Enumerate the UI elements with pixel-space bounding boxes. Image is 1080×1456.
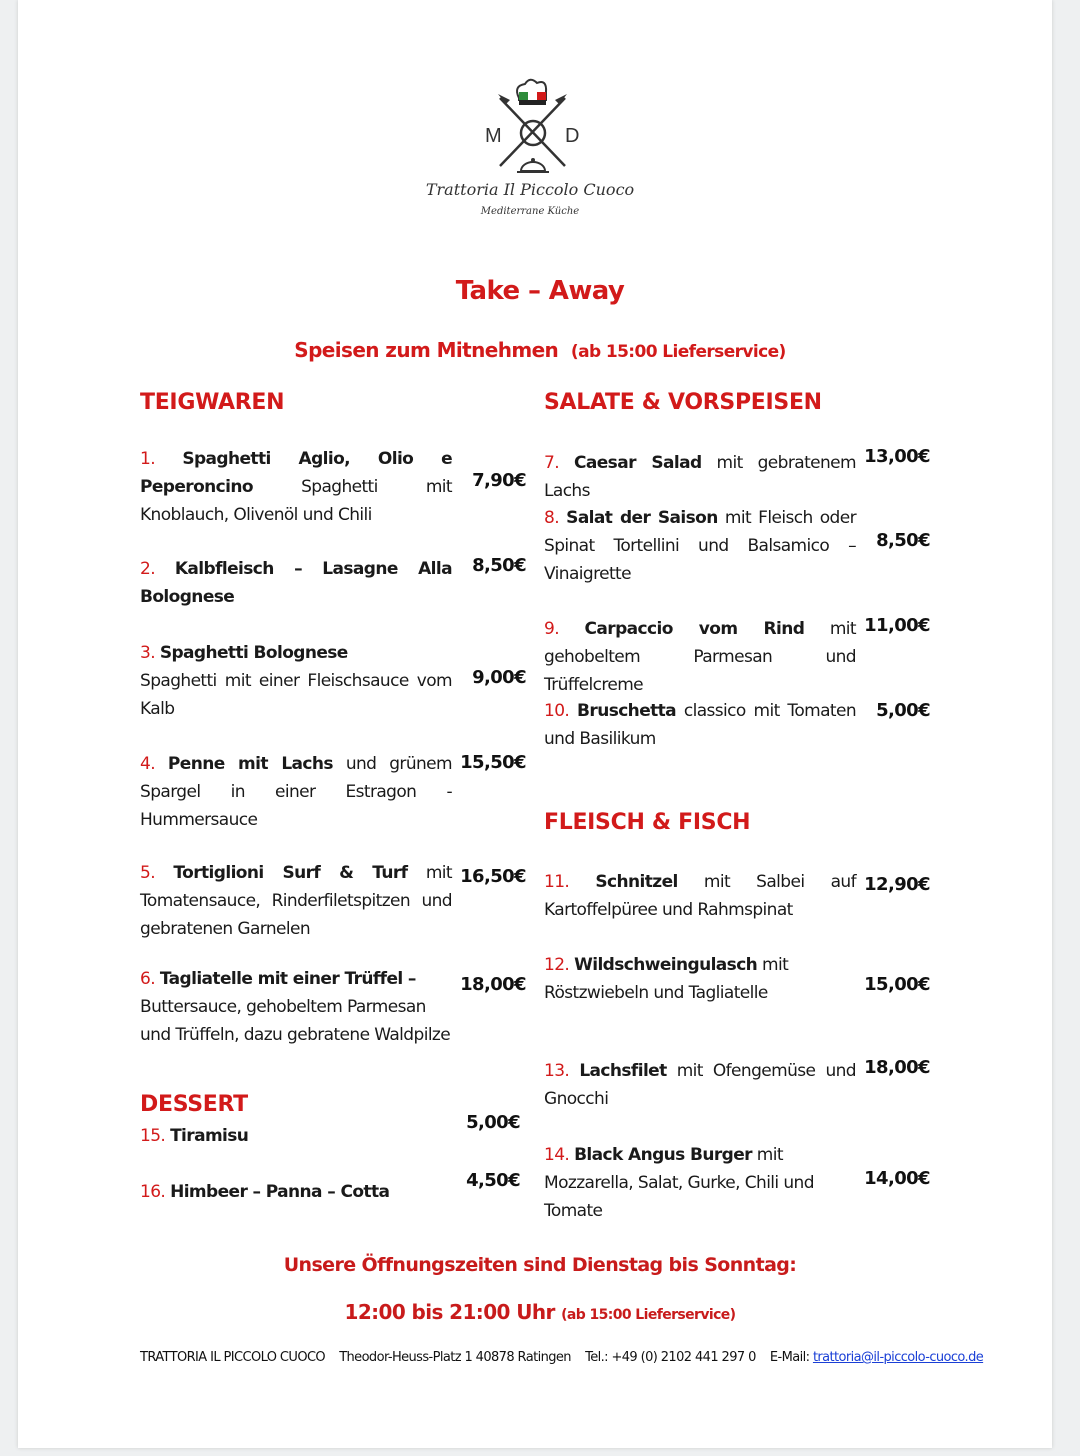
item-number: 13. <box>544 1061 570 1081</box>
section-dessert: DESSERT <box>140 1092 248 1117</box>
menu-item-16 <box>140 1178 440 1206</box>
item-name: Bruschetta <box>577 701 677 721</box>
menu-item-12 <box>544 951 856 1007</box>
logo-initial-left: M <box>485 125 502 147</box>
chef-knives-icon <box>395 78 665 188</box>
item-desc: mit Tomatensauce, Rinderfiletspitzen und gebratenen Garnelen <box>140 863 452 939</box>
item-number: 8. <box>544 508 560 528</box>
section-salate: SALATE & VORSPEISEN <box>544 390 822 415</box>
item-name: Schnitzel <box>595 872 678 892</box>
item-number: 15. <box>140 1126 166 1146</box>
item-number: 4. <box>140 754 156 774</box>
item-name: Lachsfilet <box>579 1061 667 1081</box>
item-desc: und grünem Spargel in einer Estragon - Hummersauce <box>140 754 452 830</box>
menu-item-1 <box>140 445 452 529</box>
opening-hours-heading: Unsere Öffnungszeiten sind Dienstag bis Sonntag: <box>283 1254 797 1276</box>
menu-item-9 <box>544 615 856 699</box>
item-number: 6. <box>140 969 156 989</box>
restaurant-logo <box>395 78 665 248</box>
item-price-7: 13,00€ <box>864 446 930 467</box>
item-number: 16. <box>140 1182 166 1202</box>
item-price-3: 9,00€ <box>472 667 526 688</box>
item-desc: Spaghetti mit einer Fleischsauce vom Kalb <box>140 671 452 719</box>
menu-item-7 <box>544 449 856 505</box>
item-price-4: 15,50€ <box>460 752 526 773</box>
menu-item-3 <box>140 639 452 723</box>
menu-item-5 <box>140 859 452 943</box>
page-title: Take – Away <box>455 276 625 306</box>
item-name: Tortiglioni Surf & Turf <box>173 863 408 883</box>
item-desc: mit gehobeltem Parmesan und Trüffelcreme <box>544 619 856 695</box>
item-desc: classico mit Tomaten und Basilikum <box>544 701 857 749</box>
contact-line <box>140 1350 984 1365</box>
opening-hours-note: (ab 15:00 Lieferservice) <box>561 1307 736 1323</box>
item-number: 2. <box>140 559 156 579</box>
item-desc: mit Fleisch oder Spinat Tortellini und Balsamico – Vinaigrette <box>544 508 856 584</box>
menu-item-14 <box>544 1141 834 1225</box>
menu-item-15 <box>140 1122 440 1150</box>
subtitle-note: (ab 15:00 Lieferservice) <box>570 342 786 362</box>
opening-hours-time: 12:00 bis 21:00 Uhr <box>344 1300 555 1324</box>
item-price-9: 11,00€ <box>864 615 930 636</box>
menu-item-10 <box>544 697 856 753</box>
restaurant-tagline: Mediterrane Küche <box>480 206 580 217</box>
contact-email-link[interactable]: trattoria@il-piccolo-cuoco.de <box>812 1350 984 1365</box>
item-price-13: 18,00€ <box>864 1057 930 1078</box>
item-name: Tagliatelle mit einer Trüffel – <box>159 969 416 989</box>
item-name: Penne mit Lachs <box>167 754 333 774</box>
item-name: Caesar Salad <box>574 453 702 473</box>
item-name: Himbeer – Panna – Cotta <box>170 1182 390 1202</box>
item-desc: mit Mozzarella, Salat, Gurke, Chili und Tomate <box>544 1145 814 1221</box>
menu-item-13 <box>544 1057 856 1113</box>
item-desc: mit Salbei auf Kartoffelpüree und Rahmspinat <box>544 872 856 920</box>
contact-phone: Tel.: +49 (0) 2102 441 297 0 <box>585 1350 756 1365</box>
item-desc: mit Röstzwiebeln und Tagliatelle <box>544 955 789 1003</box>
item-number: 5. <box>140 863 156 883</box>
item-price-5: 16,50€ <box>460 866 526 887</box>
item-name: Kalbfleisch – Lasagne Alla Bolognese <box>140 559 452 607</box>
item-price-12: 15,00€ <box>864 974 930 995</box>
item-name: Wildschweingulasch <box>574 955 758 975</box>
contact-email-label: E-Mail: <box>769 1350 810 1365</box>
item-price-8: 8,50€ <box>876 530 930 551</box>
item-desc: mit gebratenem Lachs <box>544 453 856 501</box>
item-price-10: 5,00€ <box>876 700 930 721</box>
menu-item-6 <box>140 965 452 1049</box>
item-price-1: 7,90€ <box>472 470 526 491</box>
menu-item-2 <box>140 555 452 611</box>
item-number: 9. <box>544 619 560 639</box>
item-desc: Spaghetti mit Knoblauch, Olivenöl und Chili <box>140 477 452 525</box>
item-number: 1. <box>140 449 156 469</box>
logo-initial-right: D <box>565 125 580 147</box>
item-price-15: 5,00€ <box>466 1112 520 1133</box>
item-price-6: 18,00€ <box>460 974 526 995</box>
restaurant-name: Trattoria Il Piccolo Cuoco <box>425 180 635 199</box>
item-desc: mit Ofengemüse und Gnocchi <box>544 1061 856 1109</box>
item-price-11: 12,90€ <box>864 874 930 895</box>
item-number: 7. <box>544 453 560 473</box>
section-fleisch: FLEISCH & FISCH <box>544 810 751 835</box>
opening-hours <box>0 1300 1080 1324</box>
item-number: 3. <box>140 643 156 663</box>
item-name: Salat der Saison <box>566 508 718 528</box>
menu-item-4 <box>140 750 452 834</box>
item-name: Tiramisu <box>170 1126 249 1146</box>
contact-address: Theodor-Heuss-Platz 1 40878 Ratingen <box>339 1350 571 1365</box>
menu-item-11 <box>544 868 856 924</box>
page-subtitle <box>0 338 1080 362</box>
item-desc: Buttersauce, gehobeltem Parmesan und Trüffeln, dazu gebratene Waldpilze <box>140 997 451 1045</box>
item-name: Carpaccio vom Rind <box>584 619 805 639</box>
menu-item-8 <box>544 504 856 588</box>
item-price-16: 4,50€ <box>466 1170 520 1191</box>
item-price-14: 14,00€ <box>864 1168 930 1189</box>
item-number: 14. <box>544 1145 570 1165</box>
section-teigwaren: TEIGWAREN <box>140 390 285 415</box>
item-name: Spaghetti Aglio, Olio e Peperoncino <box>140 449 452 497</box>
item-name: Spaghetti Bolognese <box>159 643 348 663</box>
contact-name: TRATTORIA IL PICCOLO CUOCO <box>140 1350 326 1365</box>
item-price-2: 8,50€ <box>472 555 526 576</box>
item-number: 10. <box>544 701 570 721</box>
subtitle-main: Speisen zum Mitnehmen <box>294 338 559 362</box>
item-name: Black Angus Burger <box>574 1145 752 1165</box>
item-number: 11. <box>544 872 570 892</box>
item-number: 12. <box>544 955 570 975</box>
